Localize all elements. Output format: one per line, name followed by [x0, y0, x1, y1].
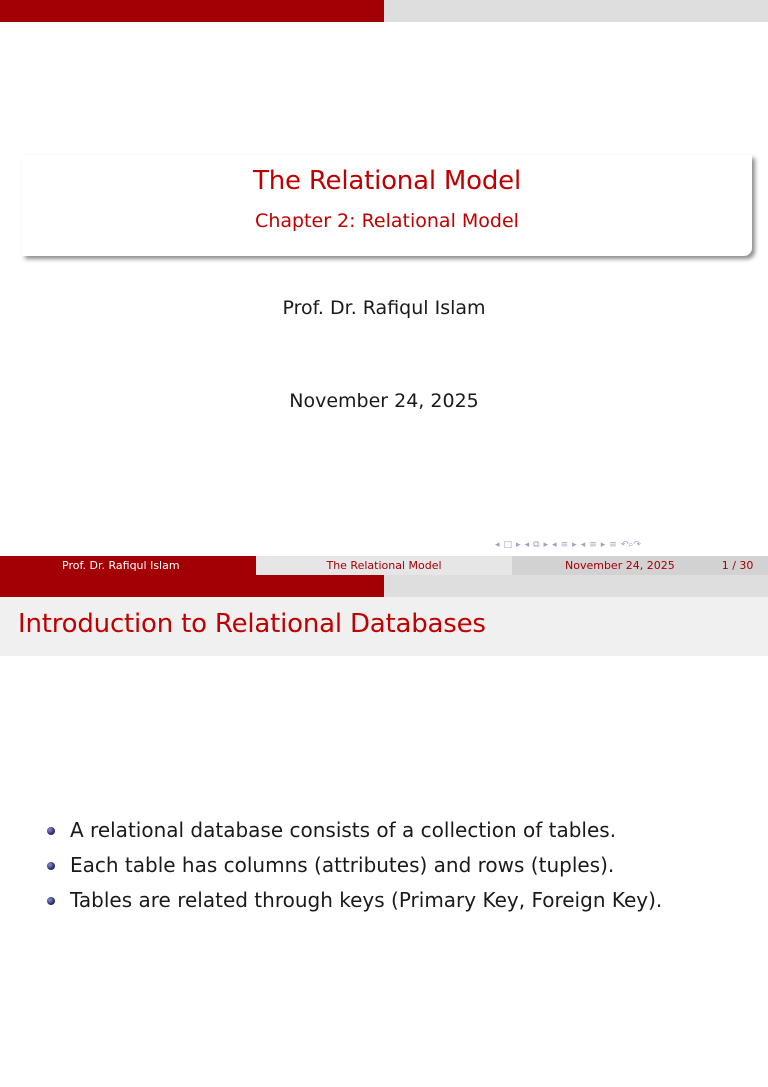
nav-prev-section-icon[interactable]: ◂ [552, 540, 557, 550]
footer-date: November 24, 2025 [565, 559, 675, 572]
bullet-item [44, 813, 662, 848]
bullet-text: Tables are related through keys (Primary Key, Foreign Key). [70, 888, 663, 912]
nav-prev-section-icon-2[interactable]: ◂ [580, 540, 586, 550]
content-slide [0, 575, 768, 1087]
nav-align-icon[interactable]: ≡ [609, 540, 617, 550]
nav-next-section-icon-2[interactable]: ▸ [600, 540, 606, 550]
presentation-title: The Relational Model [253, 166, 521, 196]
headline-bar-gray [384, 0, 768, 22]
footer-page-number: 1 / 30 [721, 559, 754, 572]
headline-bar [0, 575, 768, 597]
nav-prev-frame-icon[interactable]: ◂ [495, 540, 500, 550]
presentation-subtitle: Chapter 2: Relational Model [255, 210, 519, 232]
headline-bar-accent [0, 0, 384, 22]
frame-title-bar [0, 597, 768, 656]
bullet-icon [47, 827, 55, 835]
headline-bar-accent [0, 575, 384, 597]
bullet-item [44, 883, 662, 918]
bullet-item [44, 848, 662, 883]
bullet-text: A relational database consists of a collection of tables. [70, 818, 617, 842]
headline-bar [0, 0, 768, 22]
title-box [22, 155, 752, 256]
nav-frame-icon[interactable]: □ [503, 540, 513, 550]
frame-title: Introduction to Relational Databases [18, 609, 486, 639]
nav-next-frame-icon[interactable]: ▸ [516, 540, 521, 550]
nav-next-section-icon[interactable]: ▸ [572, 540, 577, 550]
nav-search-icon[interactable]: ↶⌕↷ [620, 540, 641, 550]
bullet-list [44, 813, 662, 918]
footer-title: The Relational Model [256, 556, 512, 575]
nav-section-icon[interactable]: ≡ [560, 540, 569, 550]
footer-date-page [512, 556, 768, 575]
bullet-icon [47, 897, 55, 905]
author-name: Prof. Dr. Rafiqul Islam [282, 297, 486, 319]
nav-prev-subsection-icon[interactable]: ◂ [524, 540, 530, 550]
nav-next-subsection-icon[interactable]: ▸ [543, 540, 549, 550]
presentation-date: November 24, 2025 [289, 390, 479, 412]
nav-subsection-icon[interactable]: ⧉ [533, 540, 540, 550]
headline-bar-gray [384, 575, 768, 597]
bullet-icon [47, 862, 55, 870]
nav-section-icon-2[interactable]: ≡ [589, 540, 597, 550]
navigation-symbols [495, 538, 641, 552]
footer-author: Prof. Dr. Rafiqul Islam [0, 556, 256, 575]
bullet-text: Each table has columns (attributes) and rows (tuples). [70, 853, 615, 877]
footline [0, 556, 768, 575]
